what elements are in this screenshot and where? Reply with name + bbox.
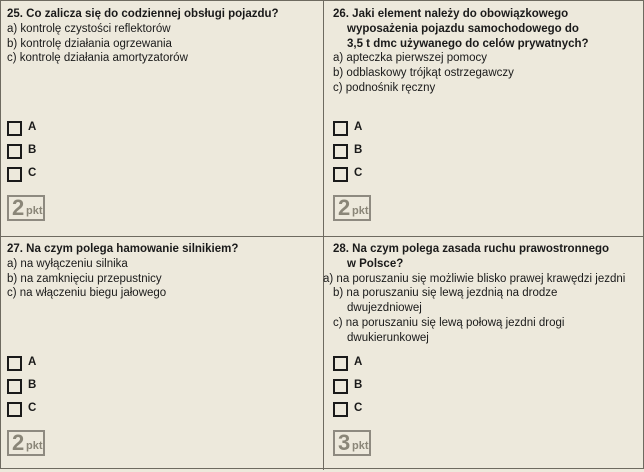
points-value: 2	[338, 195, 351, 220]
checkbox[interactable]	[333, 144, 348, 159]
answer-text-b: b) na zamknięciu przepustnicy	[7, 272, 162, 285]
checkbox[interactable]	[333, 379, 348, 394]
answer-text-c: c) podnośnik ręczny	[333, 81, 436, 94]
points-badge	[333, 195, 371, 221]
option-label: C	[354, 402, 363, 414]
question-text	[333, 7, 644, 96]
option-b[interactable]	[333, 379, 413, 395]
option-c[interactable]	[7, 167, 87, 183]
option-b[interactable]	[7, 144, 87, 160]
option-label: B	[354, 144, 363, 156]
option-label: A	[354, 121, 363, 133]
option-label: A	[28, 121, 37, 133]
question-card-26	[333, 7, 644, 237]
option-label: A	[28, 356, 37, 368]
checkbox[interactable]	[333, 121, 348, 136]
option-c[interactable]	[7, 402, 87, 418]
option-a[interactable]	[7, 356, 87, 372]
points-value: 3	[338, 430, 351, 455]
question-title: 25. Co zalicza się do codziennej obsługi pojazdu?	[7, 8, 279, 20]
option-label: C	[28, 167, 37, 179]
answer-text-a: a) na wyłączeniu silnika	[7, 257, 128, 270]
checkbox[interactable]	[7, 144, 22, 159]
answer-text-c: c) na włączeniu biegu jałowego	[7, 287, 167, 300]
question-card-25	[7, 7, 323, 237]
points-value: 2	[12, 195, 25, 220]
points-unit: pkt	[26, 205, 43, 217]
option-label: B	[28, 379, 37, 391]
option-a[interactable]	[7, 121, 87, 137]
option-a[interactable]	[333, 121, 413, 137]
option-label: B	[354, 379, 363, 391]
question-title: 26. Jaki element należy do obowiązkowego	[333, 8, 569, 20]
question-card-28	[323, 242, 644, 472]
option-c[interactable]	[333, 402, 413, 418]
answer-text-b-cont: dwujezdniowej	[347, 302, 422, 315]
option-label: B	[28, 144, 37, 156]
answer-text-a: a) kontrolę czystości reflektorów	[7, 22, 171, 35]
option-b[interactable]	[7, 379, 87, 395]
answer-text-b: b) na poruszaniu się lewą jezdnią na drodze	[333, 287, 558, 300]
points-value: 2	[12, 430, 25, 455]
answer-text-c: c) kontrolę działania amortyzatorów	[7, 52, 188, 65]
checkbox[interactable]	[7, 121, 22, 136]
checkbox[interactable]	[7, 356, 22, 371]
option-label: C	[354, 167, 363, 179]
checkbox[interactable]	[333, 356, 348, 371]
option-b[interactable]	[333, 144, 413, 160]
option-label: C	[28, 402, 37, 414]
checkbox[interactable]	[7, 167, 22, 182]
option-a[interactable]	[333, 356, 413, 372]
answer-text-b: b) odblaskowy trójkąt ostrzegawczy	[333, 67, 514, 80]
points-unit: pkt	[352, 440, 369, 452]
question-title: 28. Na czym polega zasada ruchu prawostronnego	[333, 243, 610, 255]
checkbox[interactable]	[333, 167, 348, 182]
points-unit: pkt	[26, 440, 43, 452]
answer-text-a: a) na poruszaniu się możliwie blisko prawej krawędzi jezdni	[323, 272, 626, 285]
points-badge	[7, 430, 45, 456]
points-unit: pkt	[352, 205, 369, 217]
checkbox[interactable]	[7, 379, 22, 394]
question-title: 27. Na czym polega hamowanie silnikiem?	[7, 243, 239, 255]
answer-text-c-cont: dwukierunkowej	[347, 331, 429, 344]
answer-text-a: a) apteczka pierwszej pomocy	[333, 52, 488, 65]
question-card-27	[7, 242, 323, 472]
checkbox[interactable]	[7, 402, 22, 417]
question-title-cont: wyposażenia pojazdu samochodowego do	[347, 22, 579, 35]
question-text	[7, 242, 323, 301]
answer-text-b: b) kontrolę działania ogrzewania	[7, 37, 172, 50]
checkbox[interactable]	[333, 402, 348, 417]
answer-text-c: c) na poruszaniu się lewą połową jezdni drogi	[333, 316, 565, 329]
points-badge	[7, 195, 45, 221]
points-badge	[333, 430, 371, 456]
question-title-cont: 3,5 t dmc używanego do celów prywatnych?	[347, 37, 589, 50]
question-text	[323, 242, 644, 346]
option-label: A	[354, 356, 363, 368]
question-text	[7, 7, 323, 66]
question-title-cont: w Polsce?	[347, 257, 404, 270]
option-c[interactable]	[333, 167, 413, 183]
